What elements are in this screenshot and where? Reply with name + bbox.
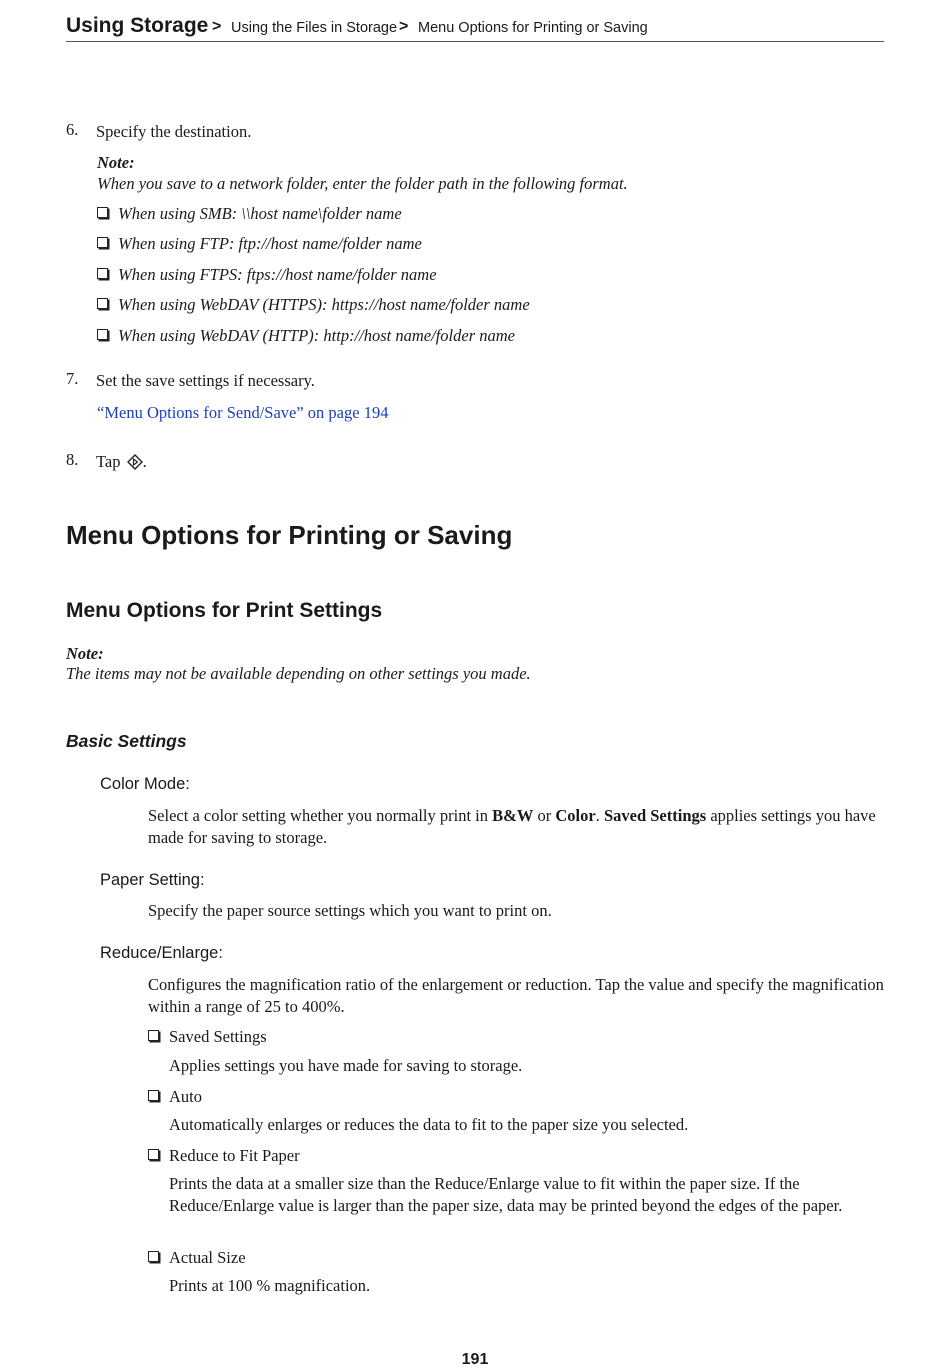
start-icon <box>127 454 143 470</box>
list-item: When using WebDAV (HTTP): http://host name/folder name <box>97 326 515 346</box>
term-reduce-enlarge: Reduce/Enlarge: <box>100 944 223 962</box>
checkbox-bullet-icon <box>97 268 108 279</box>
checkbox-bullet-icon <box>148 1149 159 1160</box>
checkbox-bullet-icon <box>148 1251 159 1262</box>
breadcrumb-separator: > <box>212 18 222 35</box>
checkbox-bullet-icon <box>148 1030 159 1041</box>
option-description: Prints at 100 % magnification. <box>169 1276 371 1295</box>
option-description: Automatically enlarges or reduces the data to fit to the paper size you selected. <box>169 1115 689 1134</box>
option-item: Saved Settings <box>148 1027 267 1047</box>
term-paper-setting: Paper Setting: <box>100 871 205 889</box>
option-item: Reduce to Fit Paper <box>148 1146 300 1166</box>
breadcrumb-item-files-in-storage[interactable]: Using the Files in Storage <box>231 20 398 36</box>
step-text: Specify the destination. <box>96 122 252 141</box>
step-text: Set the save settings if necessary. <box>96 371 315 390</box>
option-item: Auto <box>148 1087 202 1107</box>
section-heading: Menu Options for Printing or Saving <box>66 520 513 550</box>
step-number: 6. <box>66 120 79 139</box>
running-header <box>66 12 884 42</box>
option-description: Prints the data at a smaller size than the Reduce/Enlarge value to fit within the paper size. If the Reduce/Enlarge value is larger than the paper size, data may be printed beyond the edges of the paper. <box>169 1174 843 1215</box>
header-section-title: Using Storage <box>66 14 209 37</box>
subsubsection-heading: Basic Settings <box>66 731 187 751</box>
note-label: Note: <box>97 153 135 172</box>
option-item: Actual Size <box>148 1248 246 1268</box>
checkbox-bullet-icon <box>148 1090 159 1101</box>
list-item: When using FTPS: ftps://host name/folder name <box>97 265 437 285</box>
note-label: Note: <box>66 644 104 663</box>
checkbox-bullet-icon <box>97 207 108 218</box>
step-number: 8. <box>66 450 79 469</box>
checkbox-bullet-icon <box>97 329 108 340</box>
list-item: When using FTP: ftp://host name/folder name <box>97 234 422 254</box>
option-description: Applies settings you have made for saving to storage. <box>169 1056 523 1075</box>
checkbox-bullet-icon <box>97 298 108 309</box>
term-description: Specify the paper source settings which you want to print on. <box>148 901 552 920</box>
term-color-mode: Color Mode: <box>100 775 190 793</box>
breadcrumb-separator: > <box>399 18 409 35</box>
note-text: When you save to a network folder, enter the folder path in the following format. <box>97 174 628 193</box>
checkbox-bullet-icon <box>97 237 108 248</box>
page-number: 191 <box>461 1351 489 1368</box>
step-text: Tap . <box>96 452 147 471</box>
step-number: 7. <box>66 369 79 388</box>
term-description: Configures the magnification ratio of the enlargement or reduction. Tap the value and specify the magnification within a range of 25 to 400%. <box>148 975 884 1016</box>
list-item: When using SMB: \\host name\folder name <box>97 204 402 224</box>
cross-reference-link[interactable]: “Menu Options for Send/Save” on page 194 <box>97 403 389 422</box>
breadcrumb-item-current: Menu Options for Printing or Saving <box>418 20 648 36</box>
list-item: When using WebDAV (HTTPS): https://host name/folder name <box>97 295 530 315</box>
note-text: The items may not be available depending on other settings you made. <box>66 664 531 683</box>
term-description: Select a color setting whether you normally print in B&W or Color. Saved Settings applies settings you have made for saving to storage. <box>148 806 876 847</box>
subsection-heading: Menu Options for Print Settings <box>66 599 383 622</box>
